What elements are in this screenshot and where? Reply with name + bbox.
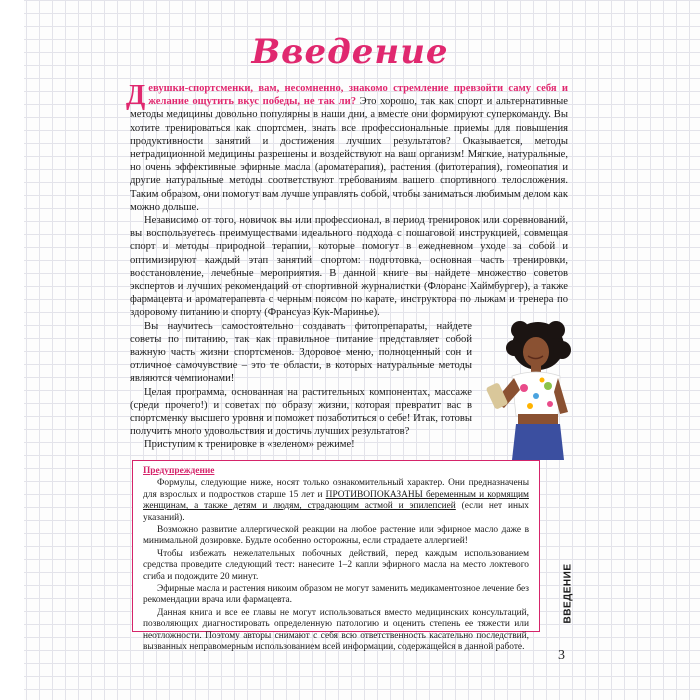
paragraph: Целая программа, основанная на растительных компонентах, массаже (среди прочего!) и советах по образу жизни, которая превратит вас в спортсменку высшего уровня и поможет позаботиться о себе! Итак, готовы получить много удовольствия и достичь лучших результатов? bbox=[130, 386, 472, 438]
intro-rest: Это хорошо, так как спорт и альтернативные методы медицины довольно популярны в наши дни, а вместе они формируют суперкоманду. Вы хотите тренироваться как спортсмен, знать все профессиональные приемы для повышения продуктивности занятий и достижения лучших результатов? Оказывается, методы нетрадиционной медицины разрешены и воздействуют на ваш организм! Мягкие, натуральные, но очень эффективные эфирные масла (ароматерапия), растения (фитотерапия), гомеопатия и другие натуральные методы соответствуют требованиям вашего спортивного телосложения. Таким образом, они помогут вам лучше управлять собой, чтобы заниматься любимым делом как можно дольше. bbox=[130, 96, 568, 213]
warning-paragraph: Возможно развитие аллергической реакции на любое растение или эфирное масло даже в минимальной дозировке. Будьте особенно осторожны, если страдаете аллергией! bbox=[143, 525, 529, 547]
sporty-woman-illustration bbox=[476, 318, 580, 460]
chapter-side-tab bbox=[555, 560, 581, 626]
intro-emphasis: евушки-спортсменки, вам, несомненно, знакомо стремление превзойти саму себя и желание ощутить вкус победы, не так ли? bbox=[148, 83, 568, 108]
warning-text: Формулы, следующие ниже, носят только ознакомительный характер. Они предназначены для взрослых и подростков старше 15 лет и bbox=[143, 478, 529, 500]
chapter-side-label: ВВЕДЕНИЕ bbox=[562, 563, 574, 623]
paragraph: Независимо от того, новичок вы или профессионал, в период тренировок или соревнований, вы воспользуетесь преимуществами идеального подхода с пошаговой инструкцией, совмещая спорт и методы природной терапии, которые помогут в ежедневном уходе за собой и оптимизируют каждый этап занятий спортом: подготовка, основная часть тренировки, восстановление, лечебные мероприятия. В данной книге вы найдете множество советов экспертов и лучших рекомендаций от спортивной журналистки (Флоранс Хаймбургер), а также фармацевта и ароматерапевта с черным поясом по карате, инструктора по лыжам и тренера по здоровому питанию и спорту (Франсуаз Кук-Маринье). bbox=[130, 215, 568, 319]
drop-cap: Д bbox=[126, 80, 146, 111]
page-margin bbox=[0, 0, 24, 700]
warning-text: (если нет иных указаний). bbox=[143, 501, 529, 523]
intro-paragraph bbox=[126, 80, 568, 214]
warning-paragraph: Чтобы избежать нежелательных побочных действий, перед каждым использованием средства проведите следующий тест: нанесите 1–2 капли эфирного масла на место локтевого сгиба и подождите 20 минут. bbox=[143, 548, 529, 582]
warning-paragraph: Данная книга и все ее главы не могут использоваться вместо медицинских консультаций, позволяющих диагностировать определенную патологию и оценить степень ее тяжести или неотложности. Поэтому авторы снимают с себя всю ответственность касательно последствий, вызванных неправомерным использованием всей информации, содержащейся в данной работе. bbox=[143, 607, 529, 653]
warning-box bbox=[132, 460, 540, 653]
warning-paragraph: Эфирные масла и растения никоим образом не могут заменить медикаментозное лечение без рекомендации врача или фармацевта. bbox=[143, 584, 529, 606]
page-number: 3 bbox=[558, 648, 565, 663]
warning-paragraph bbox=[143, 478, 529, 524]
warning-title: Предупреждение bbox=[143, 466, 215, 476]
paragraph: Приступим к тренировке в «зеленом» режиме! bbox=[144, 439, 355, 451]
paragraph: Вы научитесь самостоятельно создавать фитопрепараты, найдете советы по питанию, так как правильное питание представляет собой важную часть жизни спортсменов. Здоровое меню, полноценный сон и отличное самочувствие – это те области, в которых натуральные методы являются чемпионами! bbox=[130, 320, 472, 385]
contraindication-text: ПРОТИВОПОКАЗАНЫ беременным и кормящим женщинам, а также детям и людям, страдающим астмой и эпилепсией bbox=[143, 489, 529, 512]
page-title: Введение bbox=[251, 32, 449, 72]
